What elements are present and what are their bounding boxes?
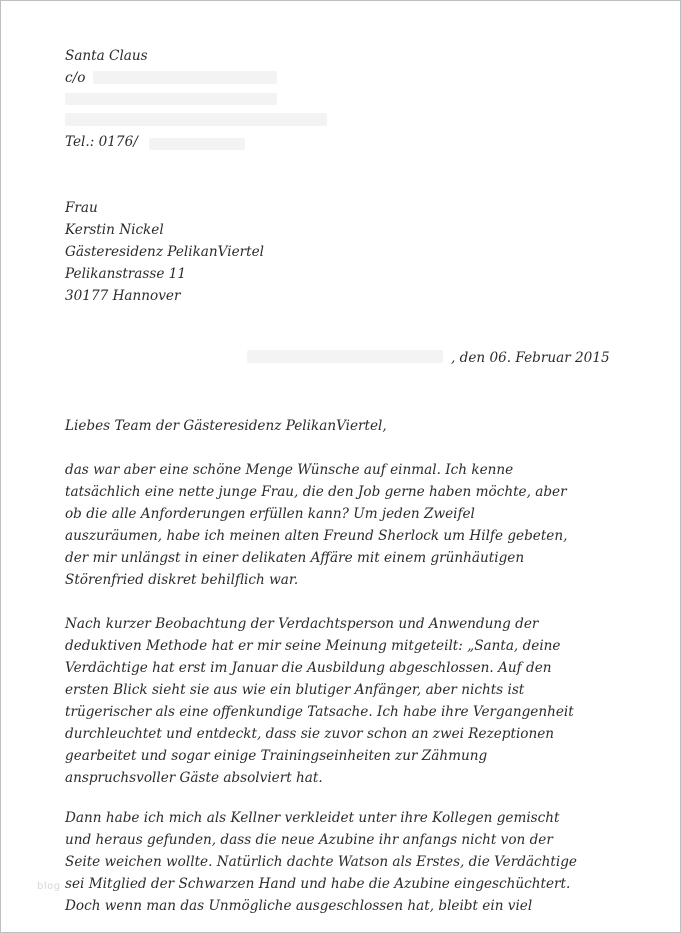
paragraph-1 xyxy=(65,459,567,591)
redacted-address-line-2 xyxy=(65,93,277,105)
redacted-address-line-1 xyxy=(93,71,277,84)
redacted-place xyxy=(247,350,443,363)
recipient-organization: Gästeresidenz PelikanViertel xyxy=(65,244,264,260)
paragraph-line: das war aber eine schöne Menge Wünsche auf einmal. Ich kenne xyxy=(65,462,514,478)
paragraph-line: Nach kurzer Beobachtung der Verdachtsperson und Anwendung der xyxy=(65,616,539,632)
sender-name: Santa Claus xyxy=(65,48,148,64)
sender-co-prefix: c/o xyxy=(65,70,86,86)
paragraph-line: durchleuchtet und entdeckt, dass sie zuvor schon an zwei Rezeptionen xyxy=(65,726,555,742)
paragraph-line: Verdächtige hat erst im Januar die Ausbildung abgeschlossen. Auf den xyxy=(65,660,552,676)
paragraph-line: anspruchsvoller Gäste absolviert hat. xyxy=(65,770,323,786)
recipient-street: Pelikanstrasse 11 xyxy=(65,266,187,282)
paragraph-line: Störenfried diskret behilflich war. xyxy=(65,572,299,588)
paragraph-line: Dann habe ich mich als Kellner verkleidet unter ihre Kollegen gemischt xyxy=(65,810,560,826)
sender-tel-line xyxy=(65,131,138,153)
paragraph-3 xyxy=(65,807,577,917)
paragraph-line: auszuräumen, habe ich meinen alten Freund Sherlock um Hilfe gebeten, xyxy=(65,528,568,544)
greeting-block xyxy=(65,415,387,437)
redacted-phone-number xyxy=(149,138,245,150)
recipient-block xyxy=(65,197,264,307)
paragraph-line: Doch wenn man das Unmögliche ausgeschlossen hat, bleibt ein viel xyxy=(65,898,533,914)
paragraph-line: deduktiven Methode hat er mir seine Meinung mitgeteilt: „Santa, deine xyxy=(65,638,561,654)
greeting: Liebes Team der Gästeresidenz PelikanViertel, xyxy=(65,418,387,434)
paragraph-line: gearbeitet und sogar einige Trainingseinheiten zur Zähmung xyxy=(65,748,488,764)
redacted-address-line-3 xyxy=(65,113,327,126)
recipient-name: Kerstin Nickel xyxy=(65,222,164,238)
recipient-salutation: Frau xyxy=(65,200,98,216)
paragraph-line: sei Mitglied der Schwarzen Hand und habe die Azubine eingeschüchtert. xyxy=(65,876,571,892)
paragraph-line: trügerischer als eine offenkundige Tatsache. Ich habe ihre Vergangenheit xyxy=(65,704,574,720)
paragraph-line: der mir unlängst in einer delikaten Affäre mit einem grünhäutigen xyxy=(65,550,525,566)
paragraph-line: Seite weichen wollte. Natürlich dachte Watson als Erstes, die Verdächtige xyxy=(65,854,577,870)
sender-tel-prefix: Tel.: 0176/ xyxy=(65,134,138,150)
paragraph-line: ob die alle Anforderungen erfüllen kann? Um jeden Zweifel xyxy=(65,506,475,522)
paragraph-line: tatsächlich eine nette junge Frau, die den Job gerne haben möchte, aber xyxy=(65,484,567,500)
paragraph-2 xyxy=(65,613,574,789)
recipient-city: 30177 Hannover xyxy=(65,288,181,304)
date-line: , den 06. Februar 2015 xyxy=(451,350,610,366)
paragraph-line: und heraus gefunden, dass die neue Azubine ihr anfangs nicht von der xyxy=(65,832,553,848)
watermark-text: blog xyxy=(37,881,61,892)
paragraph-line: ersten Blick sieht sie aus wie ein blutiger Anfänger, aber nichts ist xyxy=(65,682,525,698)
